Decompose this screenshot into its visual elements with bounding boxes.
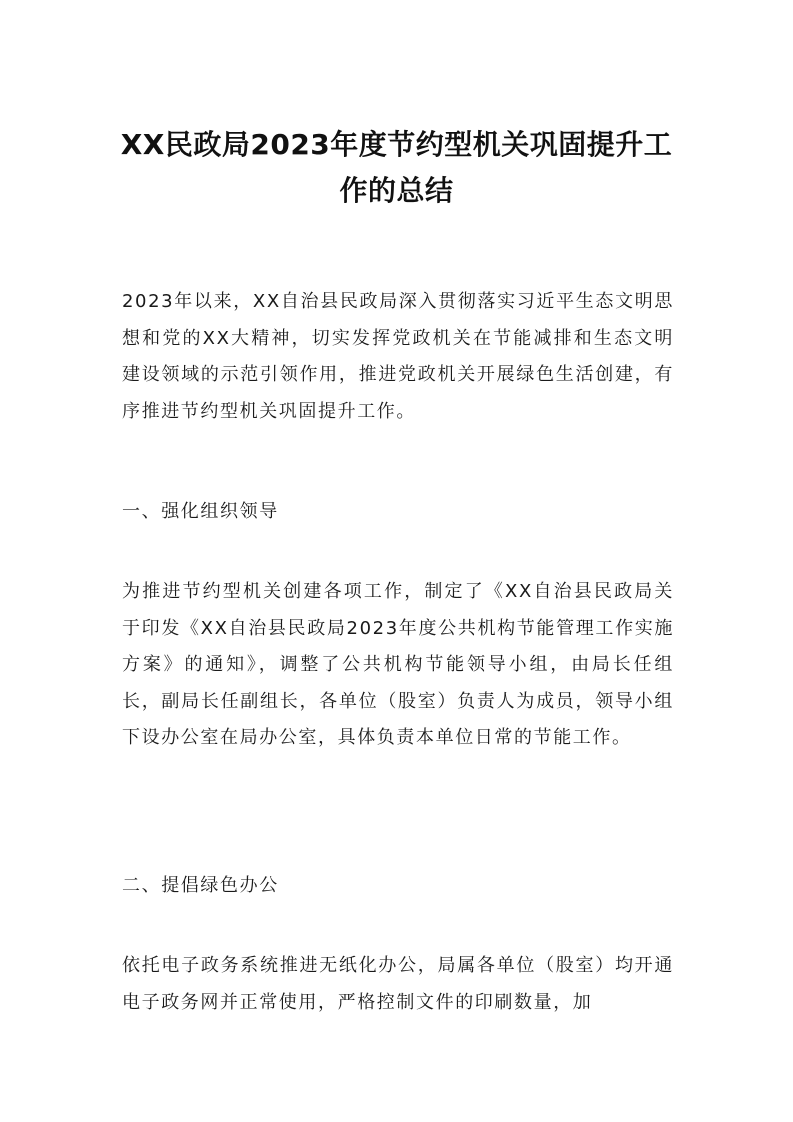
section-body-green-office: 依托电子政务系统推进无纸化办公，局属各单位（股室）均开通电子政务网并正常使用，严格控制文件的印刷数量，加 bbox=[122, 955, 674, 1013]
document-title: XX民政局2023年度节约型机关巩固提升工作的总结 bbox=[120, 128, 673, 207]
section-body-organization: 为推进节约型机关创建各项工作，制定了《XX自治县民政局关于印发《XX自治县民政局2023年度公共机构节能管理工作实施方案》的通知》，调整了公共机构节能领导小组，由局长任组长，副局长任副组长，各单位（股室）负责人为成员，领导小组下设办公室在局办公室，具体负责本单位日常的节能工作。 bbox=[122, 581, 674, 748]
section-heading-organization: 一、强化组织领导 bbox=[122, 501, 279, 522]
section-heading-green-office: 二、提倡绿色办公 bbox=[122, 875, 279, 896]
intro-paragraph: 2023年以来，XX自治县民政局深入贯彻落实习近平生态文明思想和党的XX大精神，切实发挥党政机关在节能减排和生态文明建设领域的示范引领作用，推进党政机关开展绿色生活创建，有序推进节约型机关巩固提升工作。 bbox=[122, 291, 674, 422]
